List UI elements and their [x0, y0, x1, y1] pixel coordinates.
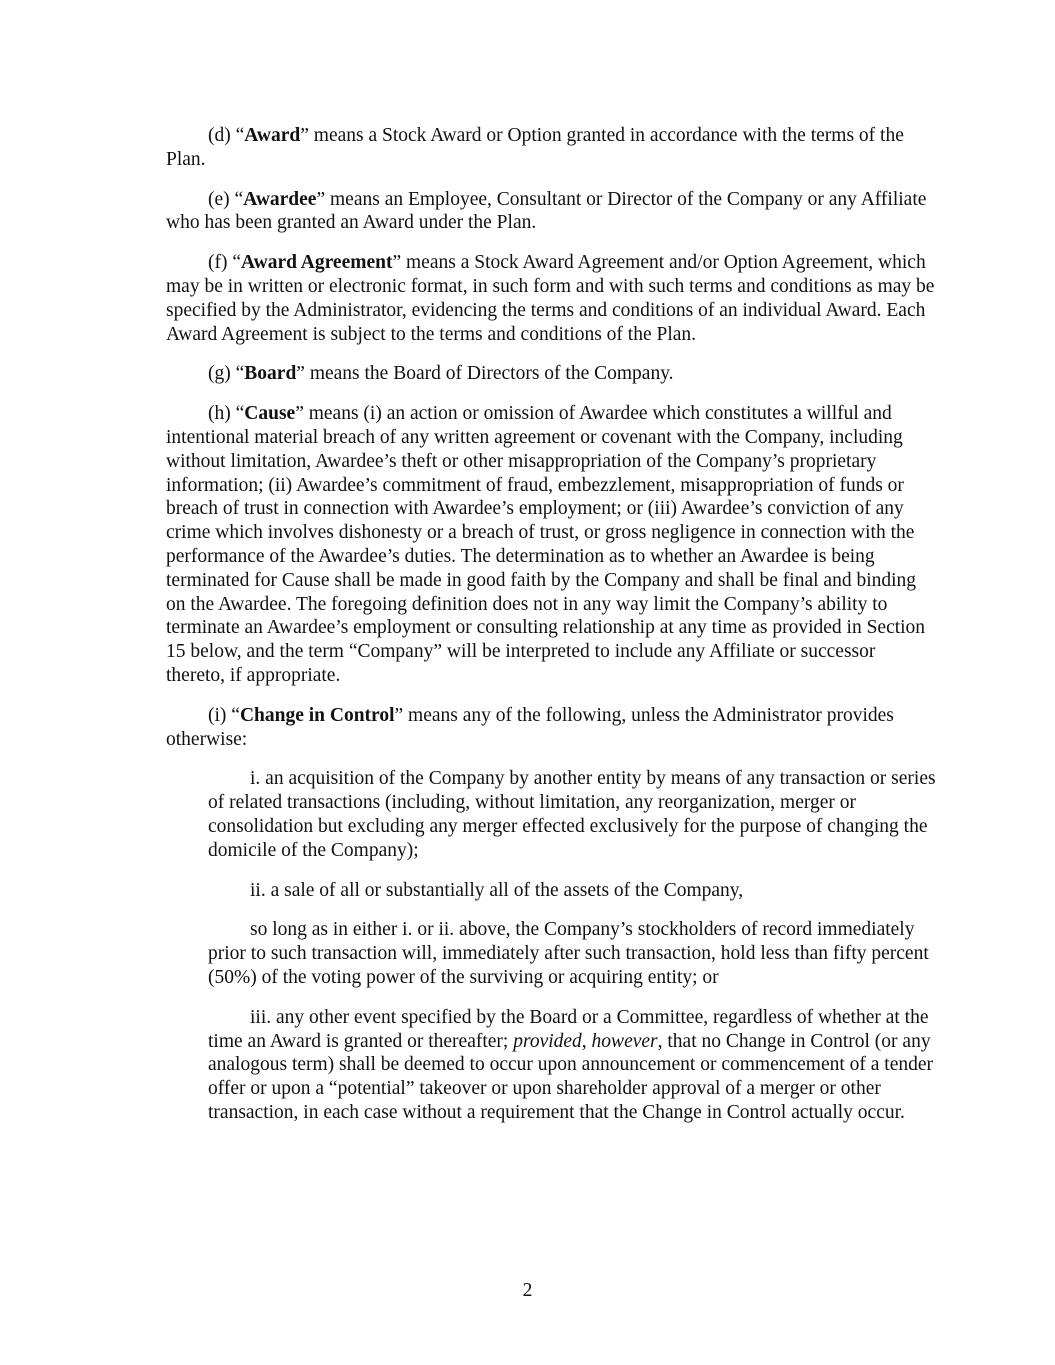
- definition-award-agreement: [166, 251, 936, 346]
- definition-prefix: (d) “: [208, 125, 245, 146]
- definition-text: ” means a Stock Award Agreement and/or Option Agreement, which may be in written or electronic format, in such form and with such terms and conditions as may be specified by the Administrator, evidencing the terms and conditions of an individual Award. Each Award Agreement is subject to the terms and conditions of the Plan.: [166, 252, 935, 345]
- definition-text: ” means any of the following, unless the Administrator provides otherwise:: [166, 704, 894, 750]
- defined-term: Award Agreement: [241, 252, 393, 274]
- definition-cause: [166, 402, 936, 688]
- definition-change-in-control: [166, 704, 936, 752]
- definition-prefix: (e) “: [208, 188, 244, 210]
- defined-term: Cause: [244, 403, 296, 425]
- definition-text: ” means (i) an action or omission of Awardee which constitutes a willful and intentional material breach of any written agreement or covenant with the Company, including without limitation, Awardee’s theft or other misappropriation of the Company’s proprietary information; (ii) Awardee’s commitment of fraud, embezzlement, misappropriation of funds or breach of trust in connection with Awardee’s employment; or (iii) Awardee’s conviction of any crime which involves dishonesty or a breach of trust, or gross negligence in connection with the performance of the Awardee’s duties. The determination as to whether an Awardee is being terminated for Cause shall be made in good faith by the Company and shall be final and binding on the Awardee. The foregoing definition does not in any way limit the Company’s ability to terminate an Awardee’s employment or consulting relationship at any time as provided in Section 15 below, and the term “Company” will be interpreted to include any Affiliate or successor thereto, if appropriate.: [166, 403, 926, 686]
- defined-term: Change in Control: [239, 704, 395, 726]
- defined-term: Awardee: [243, 188, 317, 210]
- item-iii-text-end: , that no Change in Control (or any analogous term) shall be deemed to occur upon announcement or commencement of a tender offer or upon a “potential” takeover or upon shareholder approval of a merger or other transaction, in each case without a requirement that the Change in Control actually occur.: [208, 1030, 934, 1123]
- definition-text: ” means a Stock Award or Option granted in accordance with the terms of the Plan.: [166, 125, 904, 170]
- item-iii-text-start: iii. any other event specified by the Board or a Committee, regardless of whether at the time an Award is granted or thereafter;: [208, 1006, 929, 1052]
- page-number: 2: [522, 1280, 533, 1301]
- document-body: [166, 124, 936, 1141]
- definition-text: ” means an Employee, Consultant or Director of the Company or any Affiliate who has been granted an Award under the Plan.: [166, 188, 927, 234]
- definition-text: ” means the Board of Directors of the Company.: [296, 363, 674, 385]
- definition-award: [166, 124, 936, 172]
- definition-prefix: (i) “: [208, 704, 240, 726]
- change-in-control-item-iii: [208, 1006, 936, 1125]
- definition-board: [166, 362, 936, 386]
- change-in-control-condition: so long as in either i. or ii. above, the Company’s stockholders of record immediately prior to such transaction will, immediately after such transaction, hold less than fifty percent (50%) of the voting power of the surviving or acquiring entity; or: [208, 919, 929, 988]
- definition-prefix: (g) “: [208, 363, 245, 385]
- definition-awardee: [166, 188, 936, 236]
- defined-term: Award: [244, 125, 301, 146]
- item-iii-proviso: provided, however: [513, 1030, 658, 1052]
- change-in-control-item-ii: ii. a sale of all or substantially all of the assets of the Company,: [250, 879, 744, 901]
- defined-term: Board: [244, 363, 297, 385]
- definition-prefix: (f) “: [208, 252, 242, 274]
- change-in-control-item-i: i. an acquisition of the Company by another entity by means of any transaction or series of related transactions (including, without limitation, any reorganization, merger or consolidation but excluding any merger effected exclusively for the purpose of changing the domicile of the Company);: [208, 768, 936, 861]
- definition-prefix: (h) “: [208, 403, 245, 425]
